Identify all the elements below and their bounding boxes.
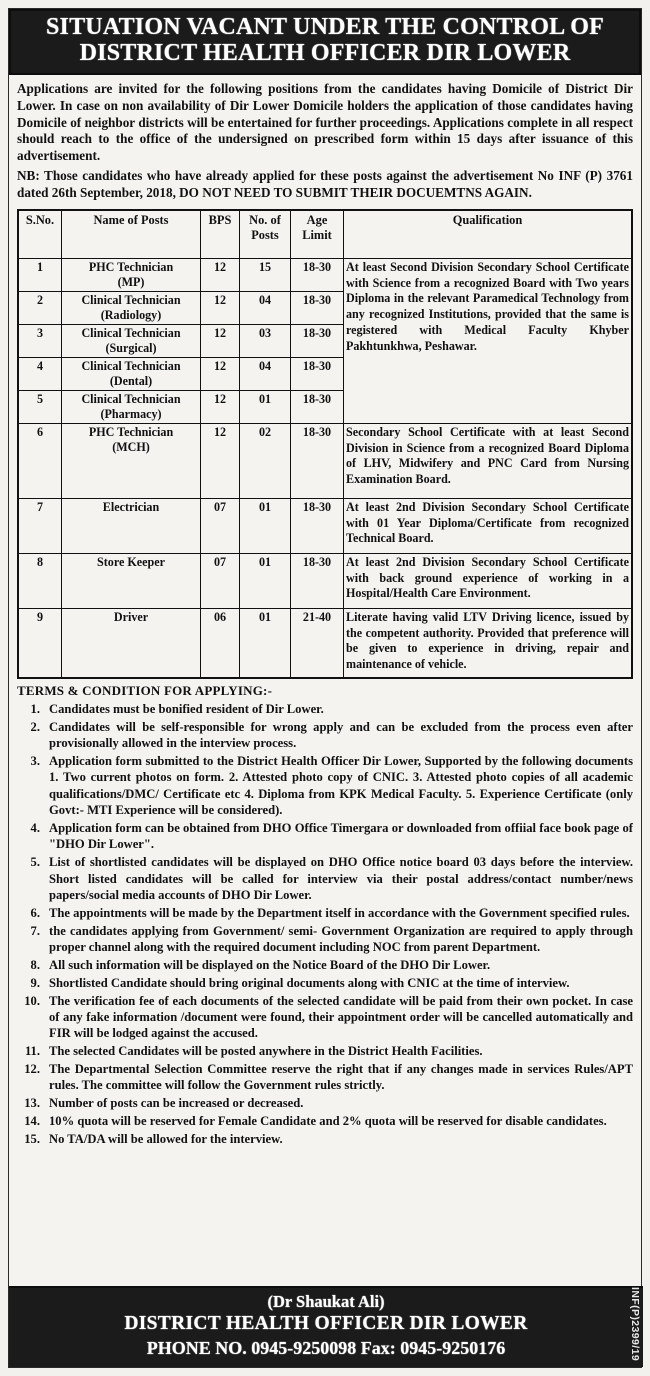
post-name-line2: (Radiology) [100,308,162,323]
term-number: 9. [30,975,40,990]
column-header-sno: S.No. [18,210,62,259]
terms-section [9,679,641,1147]
term-number: 5. [30,855,40,870]
post-name-line2: (Surgical) [105,341,157,356]
term-text: 10% quota will be reserved for Female Candidate and 2% quota will be reserved for disable candidates. [49,1114,607,1129]
cell-post-name [62,609,201,679]
post-name-line1: Clinical Technician [81,326,181,341]
list-item [17,1113,633,1129]
cell-age-limit: 18-30 [291,325,344,358]
cell-no-of-posts: 04 [240,358,291,391]
cell-no-of-posts: 15 [240,259,291,292]
post-name-line2: (Pharmacy) [100,407,162,422]
table-row [18,554,632,609]
term-number: 6. [30,905,40,920]
term-text: The Departmental Selection Committee reserve the right that if any changes made in services Rules/APT rules. The committee will follow the Government rules strictly. [49,1062,633,1093]
term-number: 2. [30,719,40,734]
list-item [17,993,633,1042]
cell-bps: 07 [201,499,240,554]
cell-no-of-posts: 04 [240,292,291,325]
cell-sno: 6 [18,424,62,499]
intro-section [9,75,641,206]
list-item [17,1061,633,1094]
cell-bps: 12 [201,424,240,499]
cell-post-name [62,424,201,499]
term-text: Candidates will be self-responsible for wrong apply and can be excluded from the process even after provisionally allowed in the interview process. [49,719,633,751]
term-text: List of shortlisted candidates will be displayed on DHO Office notice board 03 days before the interview. Short listed candidates will be called for interview via their postal address/contact number/news papers/social media accounts of DHO Dir Lower. [49,855,633,902]
post-name-line1: PHC Technician [88,260,174,275]
term-number: 10. [24,993,40,1008]
cell-post-name [62,358,201,391]
posts-table-wrapper [9,206,641,679]
list-item [17,719,633,752]
cell-age-limit: 18-30 [291,554,344,609]
table-row [18,499,632,554]
post-name-line2: (MP) [117,275,145,290]
footer-banner [9,1286,643,1367]
post-name-line1: Electrician [102,500,160,515]
cell-qualification: Secondary School Certificate with at least Second Division in Science from a recognized Board Diploma of LHV, Midwifery and PNC Card from Nursing Examination Board. [344,424,633,499]
column-header-posts-line1: No. of [249,213,281,228]
table-header-row [18,210,632,259]
column-header-age-line1: Age [306,213,328,228]
cell-bps: 12 [201,325,240,358]
cell-sno: 5 [18,391,62,424]
term-text: No TA/DA will be allowed for the interview. [49,1132,283,1147]
cell-sno: 9 [18,609,62,679]
cell-bps: 12 [201,292,240,325]
term-text: Shortlisted Candidate should bring original documents along with CNIC at the time of interview. [49,975,570,990]
cell-sno: 3 [18,325,62,358]
table-row [18,609,632,679]
cell-age-limit: 18-30 [291,391,344,424]
cell-bps: 12 [201,259,240,292]
cell-post-name [62,325,201,358]
list-item [17,701,633,717]
list-item [17,820,633,853]
list-item [17,753,633,818]
cell-qualification: Literate having valid LTV Driving licence, issued by the competent authority. Provided that preference will be given to experience in driving, repair and maintenance of vehicle. [344,609,633,679]
cell-no-of-posts: 01 [240,499,291,554]
terms-title: TERMS & CONDITION FOR APPLYING:- [17,683,273,699]
post-name-line2: (MCH) [112,440,150,455]
column-header-name: Name of Posts [62,210,201,259]
column-header-age-line2: Limit [302,228,332,243]
advertisement-sheet [8,8,642,1368]
column-header-qualification: Qualification [344,210,633,259]
list-item [17,975,633,991]
table-row [18,424,632,499]
cell-no-of-posts: 01 [240,609,291,679]
cell-bps: 12 [201,358,240,391]
cell-no-of-posts: 03 [240,325,291,358]
list-item [17,1043,633,1059]
term-text: Application form submitted to the District Health Officer Dir Lower, Supported by the following documents 1. Two current photos on form. 2. Attested photo copy of CNIC. 3. Attested photo copies of all academic qualifications/DMC/ Certificate etc 4. Diploma from KPK Medical Faculty. 5. Experience Certificate (only Govt:- MTI Experience will be considered). [49,754,633,818]
footer-phone-fax: PHONE NO. 0945-9250098 Fax: 0945-9250176 [146,1337,506,1358]
cell-sno: 7 [18,499,62,554]
cell-age-limit: 18-30 [291,259,344,292]
cell-qualification-merged-1-5: At least Second Division Secondary School Certificate with Science from a recognized Board with Two years Diploma in the relevant Paramedical Technology from any recognized Institutions, provided that the same is registered with Medical Faculty Khyber Pakhtunkhwa, Peshawar. [344,259,633,424]
term-number: 3. [30,754,40,769]
term-text: Number of posts can be increased or decreased. [49,1096,304,1111]
cell-sno: 1 [18,259,62,292]
intro-paragraph: Applications are invited for the following positions from the candidates having Domicile of District Dir Lower. In case on non availability of Dir Lower Domicile holders the application of those candidates having Domicile of neighbor districts will be entertained for further proceedings. Applications complete in all respect should reach to the office of the undersigned on prescribed form within 15 days after issuance of this advertisement. [17,80,633,164]
cell-bps: 12 [201,391,240,424]
header-title-line1: SITUATION VACANT UNDER THE CONTROL OF [46,14,604,40]
cell-post-name [62,391,201,424]
footer-signature: (Dr Shaukat Ali) [267,1291,385,1311]
term-number: 1. [30,702,40,717]
column-header-age [291,210,344,259]
post-name-line1: Driver [113,610,149,625]
cell-post-name [62,292,201,325]
list-item [17,923,633,956]
column-header-posts [240,210,291,259]
term-number: 4. [30,821,40,836]
term-number: 8. [30,957,40,972]
cell-no-of-posts: 02 [240,424,291,499]
table-row [18,259,632,292]
list-item [17,957,633,973]
cell-qualification: At least 2nd Division Secondary School Certificate with back ground experience of working in a Hospital/Health Care Environment. [344,554,633,609]
column-header-posts-line2: Posts [251,228,279,243]
cell-no-of-posts: 01 [240,554,291,609]
post-name-line2: (Dental) [109,374,153,389]
term-number: 13. [24,1096,40,1111]
cell-age-limit: 18-30 [291,499,344,554]
term-number: 12. [24,1062,40,1077]
term-text: The selected Candidates will be posted anywhere in the District Health Facilities. [49,1044,483,1059]
post-name-line1: Store Keeper [97,555,165,570]
cell-bps: 06 [201,609,240,679]
cell-post-name [62,499,201,554]
term-text: Application form can be obtained from DHO Office Timergara or downloaded from offiial face book page of "DHO Dir Lower". [49,821,633,852]
header-title-line2: DISTRICT HEALTH OFFICER DIR LOWER [79,39,571,66]
list-item [17,854,633,903]
footer-office-title: DISTRICT HEALTH OFFICER DIR LOWER [124,1313,528,1335]
cell-post-name [62,554,201,609]
term-text: All such information will be displayed on the Notice Board of the DHO Dir Lower. [49,957,491,972]
list-item [17,1131,633,1147]
term-text: the candidates applying from Government/ semi- Government Organization are required to apply through proper channel along with the required document including NOC from parent Department. [49,923,633,955]
term-text: The verification fee of each documents of the selected candidate will be paid from their own pocket. In case of any fake information /document were found, their appointment order will be cancelled automatically and FIR will be lodged against the accused. [49,993,633,1041]
post-name-line1: Clinical Technician [81,293,181,308]
cell-age-limit: 18-30 [291,292,344,325]
cell-sno: 2 [18,292,62,325]
cell-no-of-posts: 01 [240,391,291,424]
post-name-line1: Clinical Technician [81,359,181,374]
cell-bps: 07 [201,554,240,609]
cell-sno: 4 [18,358,62,391]
post-name-line1: Clinical Technician [81,392,181,407]
cell-age-limit: 18-30 [291,358,344,391]
term-number: 15. [24,1132,40,1147]
inf-reference-code: INF(P)2399/19 [629,1286,641,1361]
cell-age-limit: 18-30 [291,424,344,499]
column-header-bps: BPS [201,210,240,259]
cell-post-name [62,259,201,292]
term-text: The appointments will be made by the Department itself in accordance with the Government specified rules. [49,905,630,920]
term-number: 11. [24,1044,40,1059]
posts-table [17,209,633,679]
cell-qualification: At least 2nd Division Secondary School Certificate with 01 Year Diploma/Certificate from recognized Technical Board. [344,499,633,554]
intro-nb-note: NB: Those candidates who have already applied for these posts against the advertisement No INF (P) 3761 dated 26th September, 2018, DO NOT NEED TO SUBMIT THEIR DOCUEMTNS AGAIN. [17,168,633,201]
term-text: Candidates must be bonified resident of Dir Lower. [49,702,324,717]
list-item [17,905,633,921]
cell-age-limit: 21-40 [291,609,344,679]
terms-list [17,701,633,1147]
cell-sno: 8 [18,554,62,609]
term-number: 14. [24,1114,40,1129]
post-name-line1: PHC Technician [88,425,174,440]
list-item [17,1095,633,1111]
term-number: 7. [30,923,40,938]
header-banner [9,9,641,75]
